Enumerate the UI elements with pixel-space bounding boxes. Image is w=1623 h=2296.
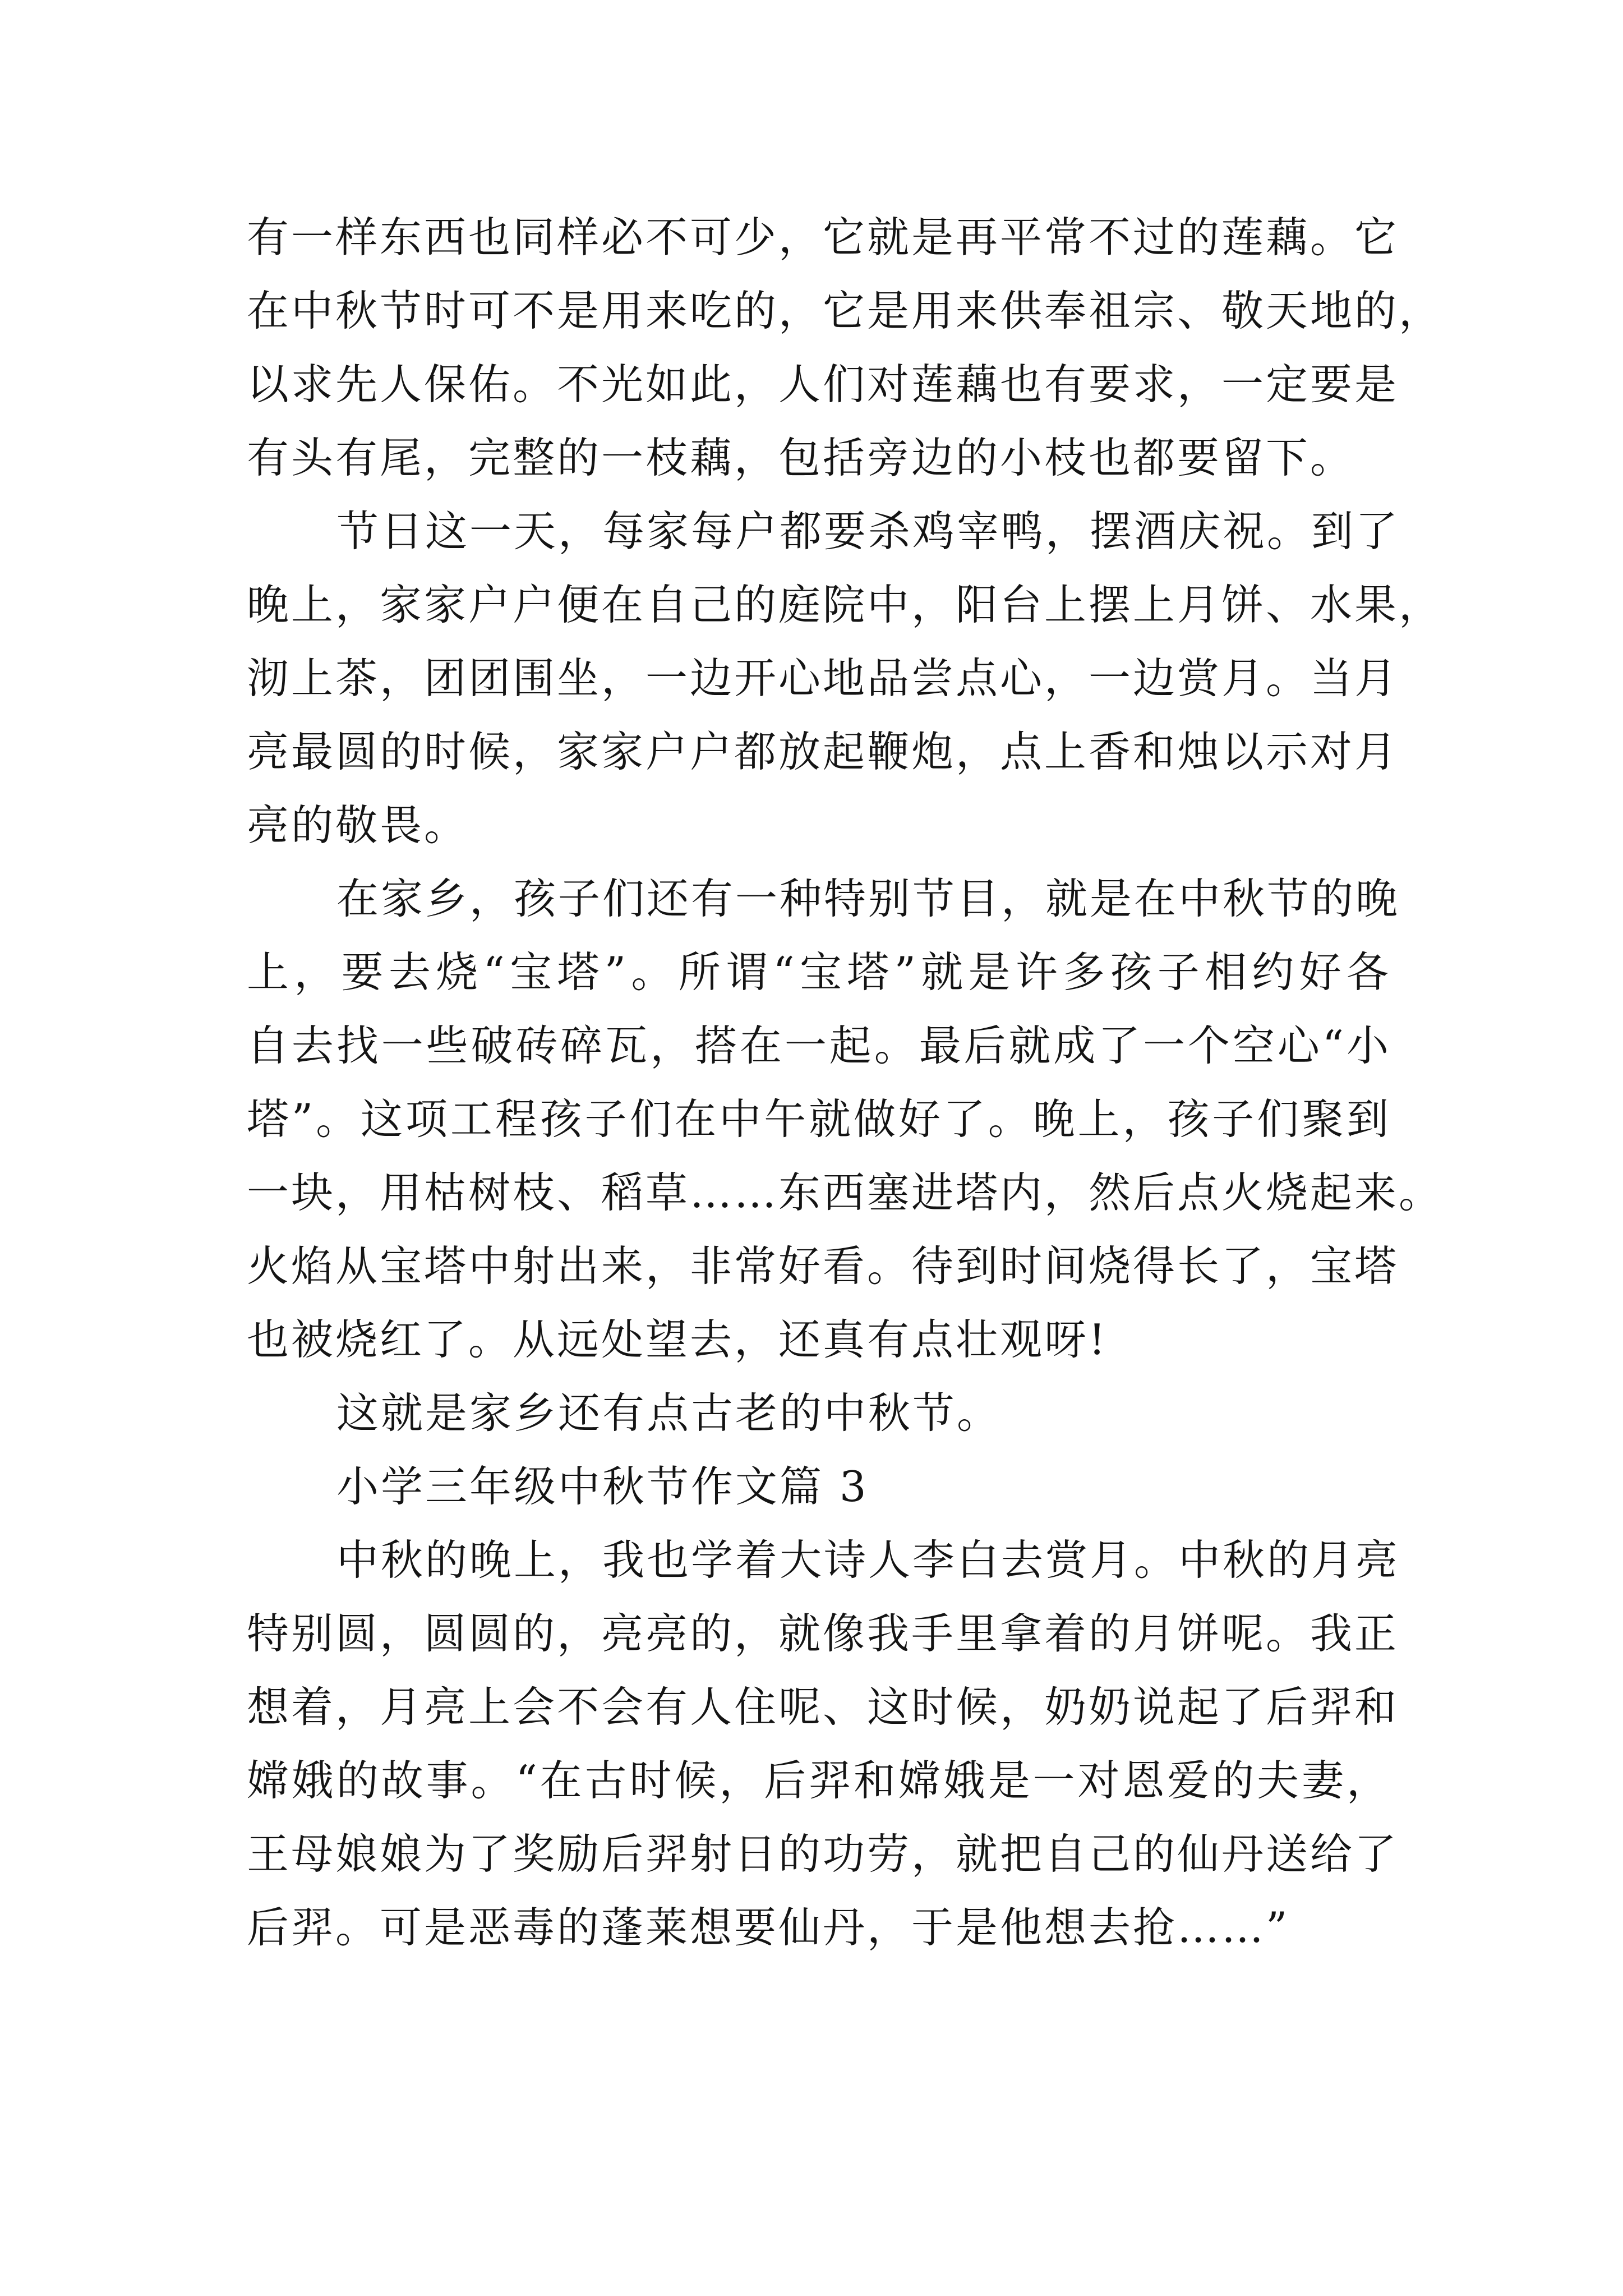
text-line: 这就是家乡还有点古老的中秋节。 [336,1388,1002,1438]
text-line: 有头有尾，完整的一枝藕，包括旁边的小枝也都要留下。 [247,433,1355,482]
text-line: 节日这一天，每家每户都要杀鸡宰鸭，摆酒庆祝。到了 [336,507,1400,556]
text-line: 嫦娥的故事。“在古时候，后羿和嫦娥是一对恩爱的夫妻， [247,1756,1391,1805]
text-line: 晚上，家家户户便在自己的庭院中，阳台上摆上月饼、水果， [247,580,1444,629]
text-line: 上，要去烧“宝塔”。所谓“宝塔”就是许多孩子相约好各 [247,947,1391,997]
text-line: 后羿。可是恶毒的蓬莱想要仙丹，于是他想去抢……” [247,1903,1290,1952]
text-line: 亮的敬畏。 [247,800,469,850]
text-line: 中秋的晚上，我也学着大诗人李白去赏月。中秋的月亮 [336,1535,1400,1585]
text-line: 沏上茶，团团围坐，一边开心地品尝点心，一边赏月。当月 [247,654,1399,703]
text-line: 火焰从宝塔中射出来，非常好看。待到时间烧得长了，宝塔 [247,1241,1399,1291]
text-line: 在中秋节时可不是用来吃的，它是用来供奉祖宗、敬天地的， [247,286,1444,335]
text-line: 也被烧红了。从远处望去，还真有点壮观呀! [247,1315,1108,1364]
text-line: 自去找一些破砖碎瓦，搭在一起。最后就成了一个空心“小 [247,1021,1391,1070]
text-line: 在家乡，孩子们还有一种特别节目，就是在中秋节的晚 [336,874,1400,923]
text-line: 以求先人保佑。不光如此，人们对莲藕也有要求，一定要是 [247,360,1399,409]
text-line: 塔”。这项工程孩子们在中午就做好了。晚上，孩子们聚到 [247,1094,1391,1144]
text-line: 王母娘娘为了奖励后羿射日的功劳，就把自己的仙丹送给了 [247,1829,1399,1879]
text-line: 亮最圆的时候，家家户户都放起鞭炮，点上香和烛以示对月 [247,727,1399,776]
essay-text [247,201,1444,1964]
text-line: 小学三年级中秋节作文篇 3 [336,1462,869,1511]
text-line: 一块，用枯树枝、稻草……东西塞进塔内，然后点火烧起来。 [247,1168,1444,1217]
text-line: 特别圆，圆圆的，亮亮的，就像我手里拿着的月饼呢。我正 [247,1609,1399,1658]
text-line: 想着，月亮上会不会有人住呢、这时候，奶奶说起了后羿和 [247,1682,1399,1732]
text-line: 有一样东西也同样必不可少，它就是再平常不过的莲藕。它 [247,213,1399,262]
